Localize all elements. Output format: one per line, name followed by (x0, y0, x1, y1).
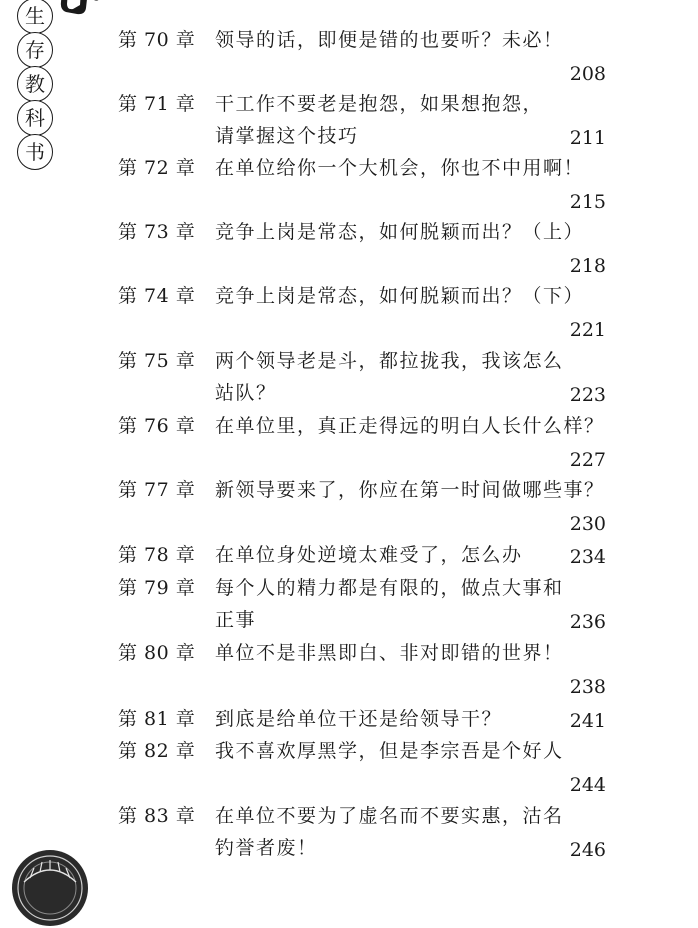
page-number: 211 (569, 127, 606, 149)
chapter-number: 第 77 章 (118, 479, 196, 501)
chapter-title: 在单位身处逆境太难受了，怎么办 (215, 544, 523, 566)
chapter-number: 第 82 章 (118, 740, 196, 762)
chapter-title: 新领导要来了，你应在第一时间做哪些事？ (215, 479, 605, 501)
chapter-number: 第 74 章 (118, 285, 196, 307)
page-number: 241 (569, 710, 606, 732)
circled-char: 存 (17, 32, 53, 68)
chapter-title: 到底是给单位干还是给领导干？ (215, 708, 503, 730)
chapter-number: 第 73 章 (118, 221, 196, 243)
chapter-title-continued: 请掌握这个技巧 (215, 125, 359, 147)
page-number: 223 (569, 384, 606, 406)
chapter-title: 在单位里，真正走得远的明白人长什么样？ (215, 415, 605, 437)
chapter-title: 领导的话，即便是错的也要听？未必！ (215, 29, 564, 51)
circled-char: 教 (17, 66, 53, 102)
chapter-title: 竞争上岗是常态，如何脱颖而出？（上） (215, 221, 585, 243)
chapter-title: 在单位给你一个大机会，你也不中用啊！ (215, 157, 585, 179)
page-number: 215 (569, 191, 606, 213)
chapter-title-continued: 钓誉者废！ (215, 837, 318, 859)
chapter-number: 第 79 章 (118, 577, 196, 599)
page-number: 227 (569, 449, 606, 471)
chapter-title: 干工作不要老是抱怨，如果想抱怨， (215, 93, 544, 115)
chapter-number: 第 72 章 (118, 157, 196, 179)
chapter-number: 第 76 章 (118, 415, 196, 437)
chapter-title: 两个领导老是斗，都拉拢我，我该怎么 (215, 350, 564, 372)
page-number: 238 (569, 676, 606, 698)
page-number: 236 (569, 611, 606, 633)
chapter-title: 我不喜欢厚黑学，但是李宗吾是个好人 (215, 740, 564, 762)
page-number: 246 (569, 839, 606, 861)
chapter-number: 第 83 章 (118, 805, 196, 827)
chapter-number: 第 78 章 (118, 544, 196, 566)
chapter-title: 每个人的精力都是有限的，做点大事和 (215, 577, 564, 599)
chapter-title-continued: 站队？ (215, 382, 277, 404)
chapter-title: 竞争上岗是常态，如何脱颖而出？（下） (215, 285, 585, 307)
chapter-number: 第 80 章 (118, 642, 196, 664)
page-number: 208 (569, 63, 606, 85)
chapter-number: 第 70 章 (118, 29, 196, 51)
chapter-number: 第 81 章 (118, 708, 196, 730)
chapter-title-continued: 正事 (215, 609, 257, 631)
page-number: 234 (569, 546, 606, 568)
circled-char: 科 (17, 100, 53, 136)
circled-char: 书 (17, 134, 53, 170)
chapter-number: 第 71 章 (118, 93, 196, 115)
page-number: 218 (569, 255, 606, 277)
chapter-number: 第 75 章 (118, 350, 196, 372)
circled-char: 生 (17, 0, 53, 34)
page-number: 230 (569, 513, 606, 535)
chapter-title: 单位不是非黑即白、非对即错的世界！ (215, 642, 564, 664)
page-number: 244 (569, 774, 606, 796)
chapter-title: 在单位不要为了虚名而不要实惠，沽名 (215, 805, 564, 827)
page-number: 221 (569, 319, 606, 341)
